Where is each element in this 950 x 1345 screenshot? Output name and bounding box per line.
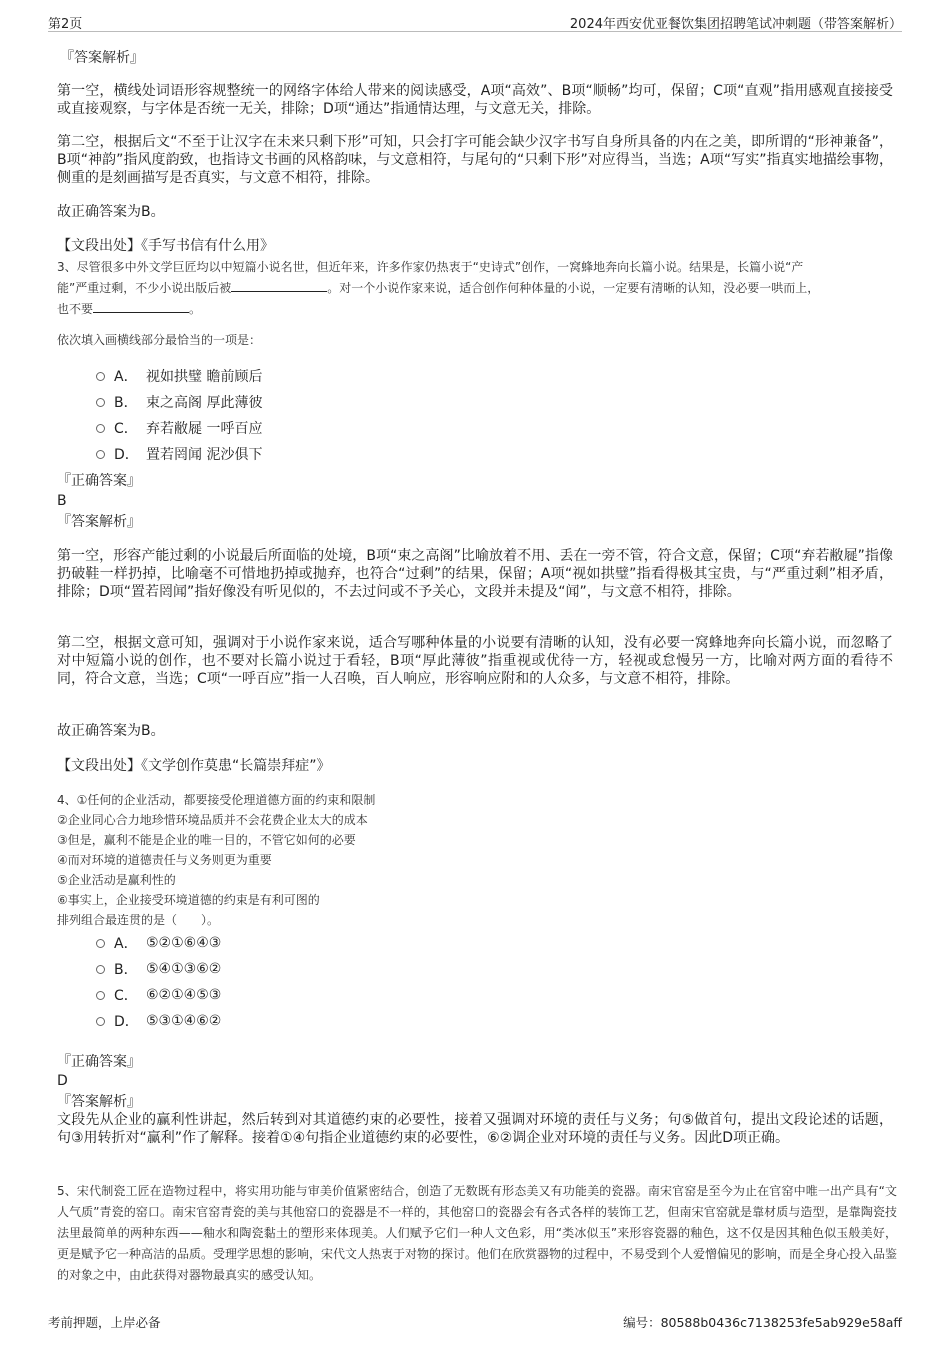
- q2-analysis-p2: 第二空，根据后文“不至于让汉字在未来只剩下形”可知，只会打字可能会缺少汉字书写自身所具备的内在之美，即所谓的“形神兼备”，B项“神韵”指风度韵致，也指诗文书画的风格韵味，与文意相符，与尾句的“只剩下形”对应得当，当选；A项“写实”指真实地描绘事物，侧重的是刻画描写是否真实，与文意不相符，排除。: [57, 134, 893, 186]
- q4-stem: 4、①任何的企业活动，都要接受伦理道德方面的约束和限制 ②企业同心合力地珍惜环境品质并不会花费企业太大的成本 ③但是，赢利不能是企业的唯一目的，不管它如何的必要 ④而对环境的道德责任与义务则更为重要 ⑤企业活动是赢利性的 ⑥事实上，企业接受环境道德的约束是有利可图的 排列组合最连贯的是（ ）。: [57, 793, 376, 927]
- footer-slogan: 考前押题，上岸必备: [48, 1315, 161, 1330]
- q3-analysis-p2: 第二空，根据文意可知，强调对于小说作家来说，适合写哪种体量的小说要有清晰的认知，没有必要一窝蜂地奔向长篇小说，而忽略了对中短篇小说的创作，也不要对长篇小说过于看轻，B项“厚此薄彼”指重视或优待一方，轻视或怠慢另一方，比喻对两方面的看待不同，符合文意，当选；C项“一呼百应”指一人召唤，百人响应，形容响应附和的人众多，与文意不相符，排除。: [57, 635, 893, 687]
- document-title: 2024年西安优亚餐饮集团招聘笔试冲刺题（带答案解析）: [569, 17, 902, 32]
- q3-correct-answer: B: [57, 493, 67, 509]
- radio-icon[interactable]: [96, 398, 105, 407]
- q4-correct-label: 『正确答案』: [57, 1054, 141, 1070]
- q3-conclusion: 故正确答案为B。: [57, 723, 165, 739]
- radio-icon[interactable]: [96, 939, 105, 948]
- radio-icon[interactable]: [96, 991, 105, 1000]
- radio-icon[interactable]: [96, 372, 105, 381]
- q3-analysis-p1: 第一空，形容产能过剩的小说最后所面临的处境，B项“束之高阁”比喻放着不用、丢在一旁不管，符合文意，保留；C项“弃若敝屣”指像扔破鞋一样扔掉，比喻毫不可惜地扔掉或抛弃，也符合“过剩”的结果，保留；A项“视如拱璧”指看得极其宝贵，与“严重过剩”相矛盾，排除；D项“置若罔闻”指好像没有听见似的，不去过问或不予关心，文段并未提及“闻”，与文意不相符，排除。: [57, 548, 893, 600]
- q3-option-c[interactable]: C． 弃若敝屣 一呼百应: [96, 418, 262, 438]
- q2-analysis-label: 『答案解析』: [60, 50, 144, 66]
- q3-option-b[interactable]: B． 束之高阁 厚此薄彼: [96, 392, 262, 412]
- q3-correct-label: 『正确答案』: [57, 473, 141, 489]
- q3-option-d[interactable]: D． 置若罔闻 泥沙俱下: [96, 444, 262, 464]
- q3-stem: 3、尽管很多中外文学巨匠均以中短篇小说名世，但近年来，许多作家仍热衷于“史诗式”创作，一窝蜂地奔向长篇小说。结果是，长篇小说“产 能”严重过剩，不少小说出版后被 。对一个小说作家来说，适合创作何种体量的小说，一定要有清晰的认知，没必要一哄而上， 也不要 。: [57, 260, 820, 316]
- q3-blank-2[interactable]: [93, 301, 189, 313]
- q4-option-d[interactable]: D． ⑤③①④⑥②: [96, 1011, 221, 1031]
- q4-option-b[interactable]: B． ⑤④①③⑥②: [96, 959, 221, 979]
- document-code: 编号：80588b0436c7138253fe5ab929e58aff: [623, 1315, 902, 1330]
- radio-icon[interactable]: [96, 450, 105, 459]
- q2-source: 【文段出处】《手写书信有什么用》: [57, 238, 274, 254]
- page-number: 第2页: [48, 17, 83, 32]
- q3-analysis-label: 『答案解析』: [57, 514, 141, 530]
- radio-icon[interactable]: [96, 965, 105, 974]
- q2-conclusion: 故正确答案为B。: [57, 204, 165, 220]
- q3-prompt: 依次填入画横线部分最恰当的一项是：: [57, 333, 262, 347]
- q4-option-c[interactable]: C． ⑥②①④⑤③: [96, 985, 221, 1005]
- radio-icon[interactable]: [96, 1017, 105, 1026]
- q2-analysis-p1: 第一空，横线处词语形容规整统一的网络字体给人带来的阅读感受，A项“高效”、B项“顺畅”均可，保留；C项“直观”指用感观直接接受或直接观察，与字体是否统一无关，排除；D项“通达”指通情达理，与文意无关，排除。: [57, 83, 893, 117]
- q4-option-a[interactable]: A． ⑤②①⑥④③: [96, 933, 221, 953]
- q3-source: 【文段出处】《文学创作莫患“长篇崇拜症”》: [57, 758, 331, 774]
- q3-option-a[interactable]: A． 视如拱璧 瞻前顾后: [96, 366, 262, 386]
- q5-stem: 5、宋代制瓷工匠在造物过程中，将实用功能与审美价值紧密结合，创造了无数既有形态美又有功能美的瓷器。南宋官窑是至今为止在官窑中唯一出产具有“文人气质”青瓷的窑口。南宋官窑青瓷的美与其他窑口的瓷器是不一样的，其他窑口的瓷器会有各式各样的装饰工艺，但南宋官窑就是靠材质与造型，是靠陶瓷技法里最简单的两种东西——釉水和陶瓷黏土的塑形来体现美。人们赋予它们一种人文色彩，用“类冰似玉”来形容瓷器的釉色，这不仅是因其釉色似玉般美好，更是赋予它一种高洁的品质。受理学思想的影响，宋代文人热衷于对物的探讨。他们在欣赏器物的过程中，不易受到个人爱憎偏见的影响，而是全身心投入品鉴的对象之中，由此获得对器物最真实的感受认知。: [57, 1184, 898, 1282]
- q3-blank-1[interactable]: [231, 280, 327, 292]
- q4-correct-answer: D: [57, 1073, 68, 1089]
- radio-icon[interactable]: [96, 424, 105, 433]
- q4-analysis-label: 『答案解析』: [57, 1094, 141, 1110]
- page-header: [48, 13, 902, 32]
- q4-analysis-p1: 文段先从企业的赢利性讲起，然后转到对其道德约束的必要性，接着又强调对环境的责任与义务；句⑤做首句，提出文段论述的话题，句③用转折对“赢利”作了解释。接着①④句指企业道德约束的必要性，⑥②调企业对环境的责任与义务。因此D项正确。: [57, 1112, 893, 1146]
